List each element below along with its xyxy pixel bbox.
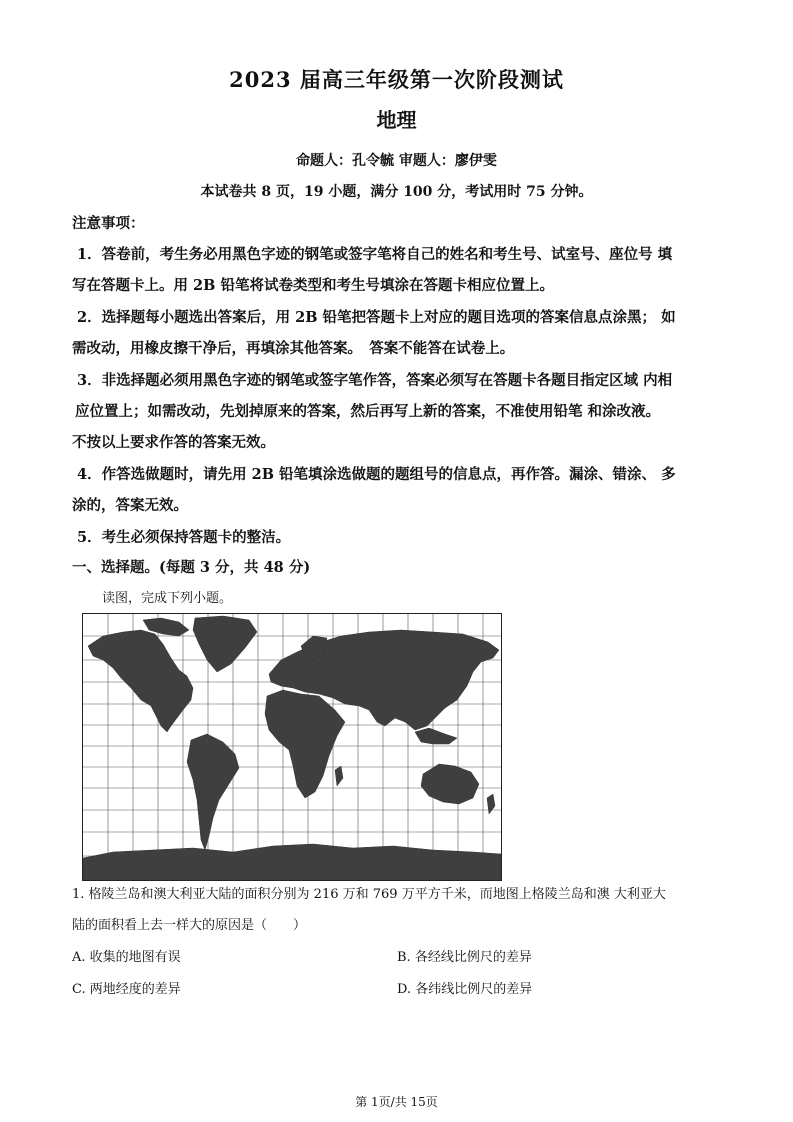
section-heading: 一、选择题。(每题 3 分，共 48 分): [72, 559, 311, 576]
note-line: 1．答卷前，考生务必用黑色字迹的钢笔或签字笔将自己的姓名和考生号、试室号、座位号 填: [77, 246, 673, 263]
note-line: 3．非选择题必须用黑色字迹的钢笔或签字笔作答，答案必须写在答题卡各题目指定区域 内相: [77, 372, 673, 389]
note-line: 5．考生必须保持答题卡的整洁。: [77, 529, 291, 546]
note-line: 2．选择题每小题选出答案后，用 2B 铅笔把答题卡上对应的题目选项的答案信息点涂黑； 如: [77, 309, 676, 326]
page-title: 2023 届高三年级第一次阶段测试: [229, 67, 564, 92]
australia-shape: [421, 764, 479, 804]
page-number: 第 1页/共 15页: [355, 1095, 438, 1109]
option-c: C. 两地经度的差异: [72, 982, 181, 997]
option-d: D. 各纬线比例尺的差异: [397, 982, 533, 997]
note-line: 应位置上；如需改动，先划掉原来的答案，然后再写上新的答案，不准使用铅笔 和涂改液。: [75, 403, 661, 420]
southeast-asia-islands-shape: [415, 728, 457, 744]
exam-info-line: 本试卷共 8 页，19 小题，满分 100 分，考试用时 75 分钟。: [200, 184, 593, 200]
subject-title: 地理: [376, 108, 417, 132]
note-line: 4．作答选做题时，请先用 2B 铅笔填涂选做题的题组号的信息点，再作答。漏涂、错涂、 多: [77, 466, 676, 483]
greenland-shape: [193, 616, 257, 672]
notes-heading: 注意事项：: [72, 215, 145, 232]
new-zealand-shape: [487, 794, 495, 814]
note-line: 写在答题卡上。用 2B 铅笔将试卷类型和考生号填涂在答题卡相应位置上。: [72, 277, 554, 294]
south-america-shape: [187, 734, 239, 850]
north-america-shape: [88, 630, 193, 732]
world-map-figure: [82, 613, 502, 881]
madagascar-shape: [335, 766, 343, 786]
note-line: 不按以上要求作答的答案无效。: [72, 434, 275, 451]
question-stem: 1. 格陵兰岛和澳大利亚大陆的面积分别为 216 万和 769 万平方千米，而地图上格陵兰岛和澳 大利亚大: [72, 887, 666, 902]
section-instruction: 读图，完成下列小题。: [102, 591, 233, 606]
question-stem: 陆的面积看上去一样大的原因是（ ）: [72, 918, 307, 933]
note-line: 需改动，用橡皮擦干净后，再填涂其他答案。 答案不能答在试卷上。: [72, 340, 515, 357]
option-b: B. 各经线比例尺的差异: [397, 950, 532, 965]
option-a: A. 收集的地图有误: [72, 950, 181, 965]
antarctica-shape: [83, 844, 501, 880]
note-line: 涂的，答案无效。: [72, 497, 188, 514]
authors-line: 命题人：孔令毓 审题人：廖伊雯: [296, 153, 497, 169]
